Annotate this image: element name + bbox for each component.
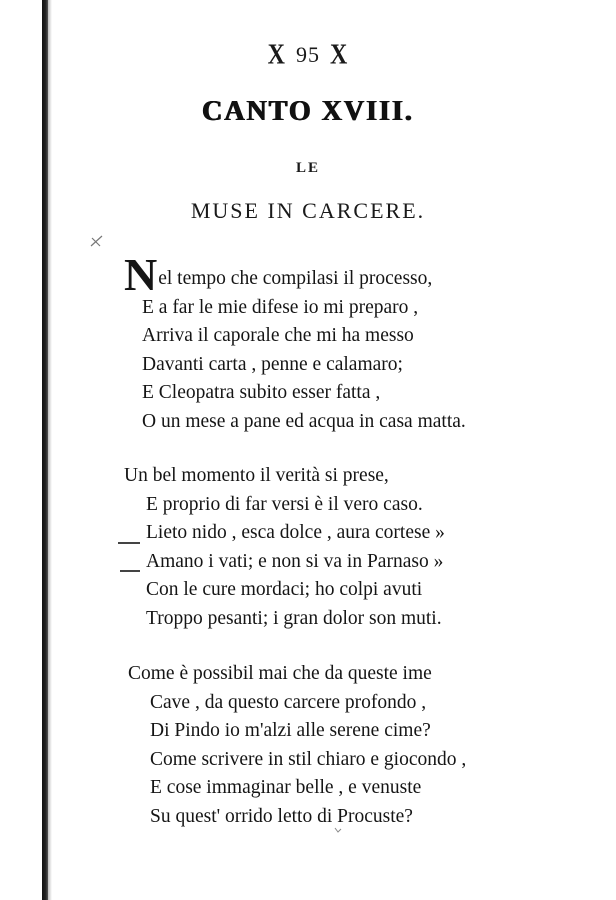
verse-line: Nel tempo che compilasi il processo, bbox=[124, 249, 433, 300]
binding-shadow bbox=[48, 0, 52, 900]
stanza-3 bbox=[128, 660, 466, 831]
page-header bbox=[0, 39, 616, 71]
verse-line: Come scrivere in stil chiaro e giocondo , bbox=[150, 748, 467, 770]
verse-line: E proprio di far versi è il vero caso. bbox=[146, 493, 423, 515]
stanza-1 bbox=[124, 249, 466, 436]
verse-line: E cose immaginar belle , e venuste bbox=[150, 777, 422, 798]
verse-line: Un bel momento il verità si prese, bbox=[124, 465, 389, 486]
ornament-left: X bbox=[267, 39, 286, 71]
verse-line: O un mese a pane ed acqua in casa matta. bbox=[142, 410, 466, 432]
verse-line: Cave , da questo carcere profondo , bbox=[150, 691, 427, 713]
verse-line: Di Pindo io m'alzi alle serene cime? bbox=[150, 720, 431, 741]
verse-line: Amano i vati; e non si va in Parnaso » bbox=[146, 550, 444, 572]
page-number: 95 bbox=[296, 42, 320, 67]
canto-title: CANTO XVIII. bbox=[202, 96, 414, 127]
pencil-tick-mark bbox=[334, 826, 342, 834]
stanza-2 bbox=[124, 462, 445, 633]
ornament-right: X bbox=[330, 39, 349, 71]
verse-line: E Cleopatra subito esser fatta , bbox=[142, 382, 381, 403]
verse-line: Con le cure mordaci; ho colpi avuti bbox=[146, 579, 423, 600]
verse-line: Arriva il caporale che mi ha messo bbox=[142, 325, 414, 346]
margin-dash-1 bbox=[118, 542, 140, 544]
pencil-x-mark bbox=[88, 232, 106, 250]
margin-dash-2 bbox=[120, 570, 140, 572]
drop-cap: N bbox=[124, 249, 158, 300]
title-article: LE bbox=[295, 160, 320, 176]
verse-line: E a far le mie difese io mi preparo , bbox=[142, 296, 419, 318]
verse-line: Su quest' orrido letto di Procuste? bbox=[150, 805, 413, 827]
verse-line: Davanti carta , penne e calamaro; bbox=[142, 353, 403, 375]
poem-title: MUSE IN CARCERE. bbox=[190, 198, 426, 223]
verse-line: Troppo pesanti; i gran dolor son muti. bbox=[146, 607, 442, 629]
verse-line: Come è possibil mai che da queste ime bbox=[128, 663, 432, 684]
verse-line: Lieto nido , esca dolce , aura cortese » bbox=[146, 522, 445, 543]
